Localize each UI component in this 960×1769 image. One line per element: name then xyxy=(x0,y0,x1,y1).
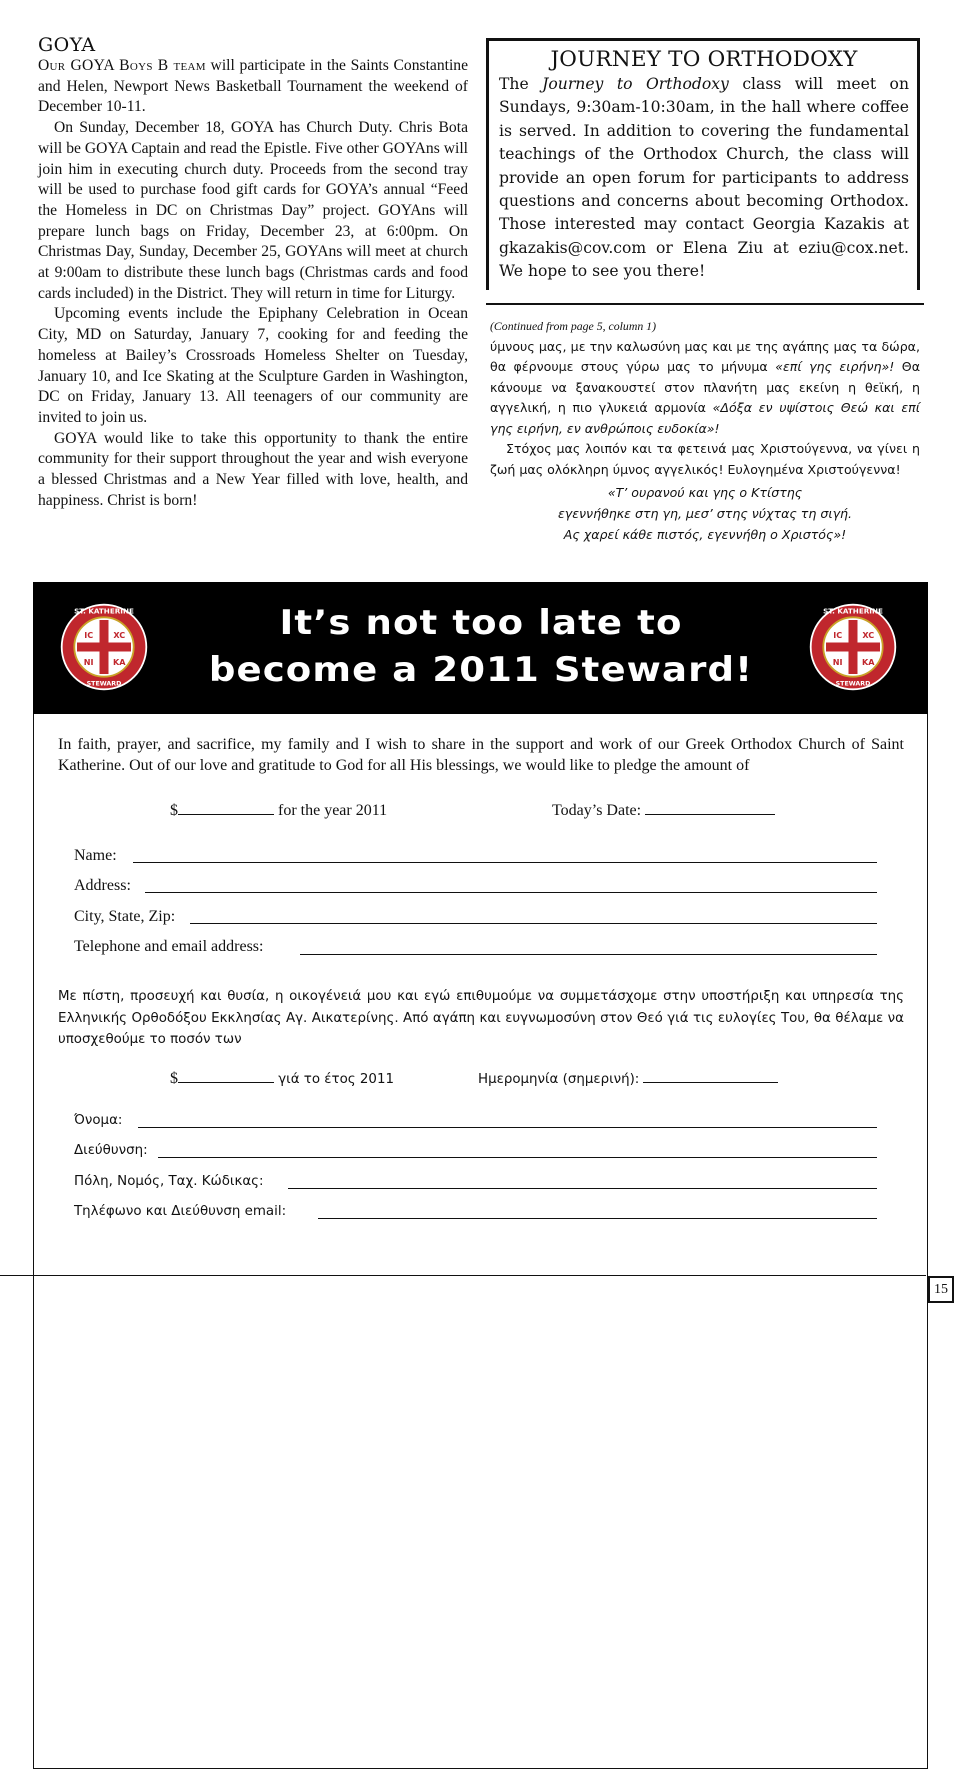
telephone-email-field-line[interactable] xyxy=(300,954,877,955)
seal-right-ni: NI xyxy=(832,657,843,667)
for-year-label: for the year 2011 xyxy=(274,802,388,819)
greek-address-field-line[interactable] xyxy=(158,1157,877,1158)
today-date-label: Today’s Date: xyxy=(552,802,642,819)
name-field-line[interactable] xyxy=(133,862,877,863)
greek-name-field-line[interactable] xyxy=(138,1127,877,1128)
greek-address-label: Διεύθυνση: xyxy=(74,1143,148,1158)
poem-line-2: εγεννήθηκε στη γη, μεσ’ στης νύχτας τη σιγή. xyxy=(557,506,853,521)
seal-left-ni: NI xyxy=(83,657,94,667)
poem-line-3: Ας χαρεί κάθε πιστός, εγεννήθη ο Χριστός»! xyxy=(563,527,847,542)
english-amount-row xyxy=(170,800,387,821)
journey-text-b: class will meet on Sundays, 9:30am-10:30am, in the hall where coffee is served. In addition to covering the fundamental teachings of the Orthodox Church, the class will provide an open forum for participants to address questions and concerns about becoming Orthodox. Those interested may contact Georgia Kazakis at gkazakis@cov.com or Elena Ziu at eziu@cox.net. We hope to see you there! xyxy=(499,75,909,281)
steward-banner-title xyxy=(120,600,842,694)
greek-amount-row xyxy=(170,1068,394,1091)
greek-name-label: Όνομα: xyxy=(74,1113,123,1128)
goya-paragraph-4: GOYA would like to take this opportunity to thank the entire community for their support throughout the year and wish everyone a blessed Christmas and a New Year filled with love, health, and happiness. Christ is born! xyxy=(38,429,468,509)
seal-left-bottom-text: STEWARD xyxy=(86,680,122,688)
seal-right-xc: XC xyxy=(862,630,875,640)
greek-paragraph-1 xyxy=(490,337,920,440)
poem-line-1: «Τ’ ουρανού και γης ο Κτίστης xyxy=(607,485,803,500)
greek-city-label: Πόλη, Νομός, Ταχ. Κώδικας: xyxy=(74,1174,264,1189)
seal-right-top-text: ST. KATHERINE xyxy=(823,606,883,616)
seal-right-ka: KA xyxy=(862,657,875,667)
continued-note-text: (Continued from page 5, column 1) xyxy=(490,319,657,333)
today-date-blank[interactable] xyxy=(645,800,775,815)
greek-p1-c: Θα κάνουμε να ξανακουστεί στον πλανήτη μας εκείνη η θεϊκή, η αγγελική, η πιο γλυκειά αρμονία xyxy=(490,359,921,415)
amount-blank[interactable] xyxy=(178,800,274,815)
english-date-row xyxy=(552,800,775,821)
footer-rule xyxy=(0,1275,926,1276)
continued-note xyxy=(490,316,920,337)
goya-team-name: Our GOYA Boys B team xyxy=(38,57,206,74)
greek-article xyxy=(490,316,920,545)
goya-paragraph-2: On Sunday, December 18, GOYA has Church Duty. Chris Bota will be GOYA Captain and read the Epistle. Five other GOYAns will join him in executing church duty. Proceeds from the second tray will be used to purchase food gift cards for GOYA’s annual “Feed the Homeless in DC on Christmas Day” project. GOYAns will prepare lunch bags on Friday, December 23, at 6:00pm. On Christmas Day, Sunday, December 25, GOYAns will meet at church at 9:00am to distribute these lunch bags (Christmas cards and food cards included) in the District. They will return in time for Liturgy. xyxy=(38,119,468,302)
journey-paragraph xyxy=(499,73,909,284)
journey-divider xyxy=(486,303,924,305)
greek-phone-label: Τηλέφωνο και Διεύθυνση email: xyxy=(74,1204,287,1219)
greek-date-blank[interactable] xyxy=(643,1068,778,1083)
greek-paragraph-2: Στόχος μας λοιπόν και τα φετεινά μας Χριστούγεννα, να γίνει η ζωή μας ολόκληρη ύμνος αγγελικός! Ευλογημένα Χριστούγεννα! xyxy=(490,441,920,477)
goya-heading: GOYA xyxy=(38,34,96,56)
name-label: Name: xyxy=(74,847,117,864)
goya-paragraph-3: Upcoming events include the Epiphany Celebration in Ocean City, MD on Saturday, January 7, cooking for and feeding the homeless at Bailey’s Crossroads Homeless Shelter on Tuesday, January 10, and Ice Skating at the Sculpture Garden in Washington, DC on Friday, January 13. All teenagers of our community are invited to join us. xyxy=(38,305,468,426)
banner-title-line-1: It’s not too late to xyxy=(279,603,683,643)
journey-heading: JOURNEY TO ORTHODOXY xyxy=(550,47,858,72)
goya-paragraph-1 xyxy=(38,56,468,118)
seal-left-ka: KA xyxy=(113,657,126,667)
greek-date-row xyxy=(478,1068,778,1091)
dollar-sign: $ xyxy=(170,802,178,819)
greek-amount-blank[interactable] xyxy=(178,1068,274,1083)
goya-article xyxy=(38,34,468,511)
seal-right-bottom-text: STEWARD xyxy=(835,680,871,688)
seal-left-xc: XC xyxy=(113,630,126,640)
greek-phone-field-line[interactable] xyxy=(318,1218,877,1219)
city-state-zip-label: City, State, Zip: xyxy=(74,908,176,925)
seal-right-ic: IC xyxy=(833,630,843,640)
greek-p1-d: «Δόξα εν υψίστοις Θεώ και επί γης ειρήνη, εν ανθρώποις ευδοκία»! xyxy=(490,400,920,436)
greek-for-year-label: γιά το έτος 2011 xyxy=(274,1072,394,1087)
greek-p1-b: «επί γης ειρήνη»! xyxy=(775,359,895,374)
greek-poem xyxy=(490,482,920,545)
journey-text-a: The xyxy=(499,75,543,93)
greek-p1-a: ύμνους μας, με την καλωσύνη μας και με της αγάπης μας τα δώρα, θα φέρνουμε στους γύρω μας το μήνυμα xyxy=(490,338,920,374)
address-label: Address: xyxy=(74,877,131,894)
greek-city-field-line[interactable] xyxy=(288,1188,877,1189)
journey-box xyxy=(486,38,920,290)
greek-pledge-text: Με πίστη, προσευχή και θυσία, η οικογένειά μου και εγώ επιθυμούμε να συμμετάσχομε στην υποστήριξη και υπηρεσία της Ελληνικής Ορθοδόξου Εκκλησίας Αγ. Αικατερίνης. Από αγάπη και ευγνωμοσύνη στον Θεό γιά τις ευλογίες Του, θα θέλαμε να υποσχεθούμε το ποσόν των xyxy=(58,989,904,1047)
city-state-zip-field-line[interactable] xyxy=(190,923,877,924)
greek-date-label: Ημερομηνία (σημερινή): xyxy=(478,1072,640,1087)
telephone-email-label: Telephone and email address: xyxy=(74,938,264,955)
address-field-line[interactable] xyxy=(145,892,877,893)
greek-dollar-sign: $ xyxy=(170,1070,178,1087)
page-number: 15 xyxy=(928,1276,954,1303)
banner-title-line-2: become a 2011 Steward! xyxy=(208,650,754,690)
seal-left-ic: IC xyxy=(84,630,94,640)
english-pledge-text: In faith, prayer, and sacrifice, my family and I wish to share in the support and work of our Greek Orthodox Church of Saint Katherine. Out of our love and gratitude to God for all His blessings, we would like to pledge the amount of xyxy=(58,736,904,774)
journey-class-name: Journey to Orthodoxy xyxy=(542,75,729,93)
goya-paragraph-1-text: will participate in the Saints Constantine and Helen, Newport News Basketball Tournament the weekend of December 10-11. xyxy=(38,57,468,116)
seal-left-top-text: ST. KATHERINE xyxy=(74,606,134,616)
